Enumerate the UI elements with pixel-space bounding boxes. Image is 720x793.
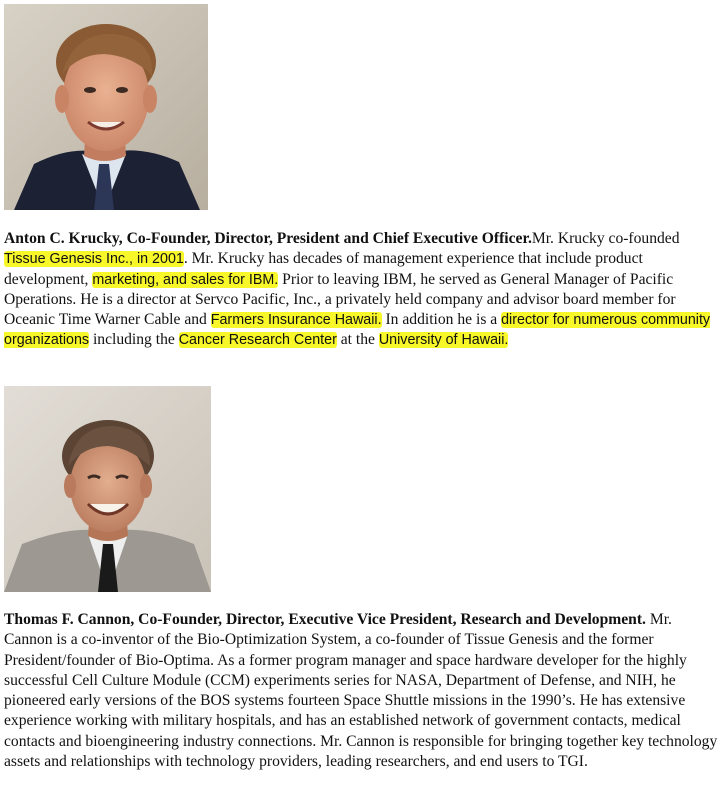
headshot-image	[4, 4, 208, 210]
executive-name-title: Anton C. Krucky, Co-Founder, Director, President and Chief Executive Officer.	[4, 230, 532, 247]
bio-text: Mr. Cannon is a co-inventor of the Bio-Optimization System, a co-founder of Tissue Genesis and the former President/founder of Bio-Optima. As a former program manager and space hardware developer for the highly successful Cell Culture Module (CCM) experiments series for NASA, Department of Defense, and NIH, he pioneered early versions of the BOS systems fourteen Space Shuttle missions in the 1990’s. He has extensive experience working with military hospitals, and has an established network of government contacts, medical contacts and bioengineering industry connections. Mr. Cannon is responsible for bringing together key technology assets and relationships with technology providers, leading researchers, and end users to TGI.	[4, 611, 718, 771]
highlighted-text: Cancer Research Center	[178, 332, 337, 349]
executive-name-title: Thomas F. Cannon, Co-Founder, Director, Executive Vice President, Research and Development.	[4, 611, 646, 628]
highlighted-text: director for numerous community organizations	[4, 312, 711, 349]
bio-text: at the	[336, 331, 379, 349]
highlighted-text: marketing, and sales for IBM.	[92, 271, 279, 288]
highlighted-text: Farmers Insurance Hawaii.	[210, 312, 382, 329]
headshot-image	[4, 386, 211, 592]
highlighted-text: Tissue Genesis Inc., in 2001	[4, 251, 184, 268]
bio-text: Prior to leaving IBM, he served as General Manager of Pacific Operations. He is a director at Servco Pacific, Inc., a privately held company and advisor board member for Oceanic Time Warner Cable and	[4, 270, 676, 329]
headshot-photo-cannon	[4, 386, 211, 592]
highlighted-text: University of Hawaii.	[378, 332, 509, 349]
bio-body-text	[4, 611, 717, 770]
bio-text: Mr. Krucky co-founded	[531, 230, 680, 247]
bio-body-text	[4, 230, 710, 348]
bio-text: including the	[89, 331, 179, 349]
bio-krucky	[4, 229, 718, 351]
headshot-photo-krucky	[4, 4, 208, 210]
bio-text: In addition he is a	[381, 311, 502, 329]
bio-text: . Mr. Krucky has decades of management experience that include product development,	[4, 250, 643, 288]
bio-cannon	[4, 610, 718, 772]
